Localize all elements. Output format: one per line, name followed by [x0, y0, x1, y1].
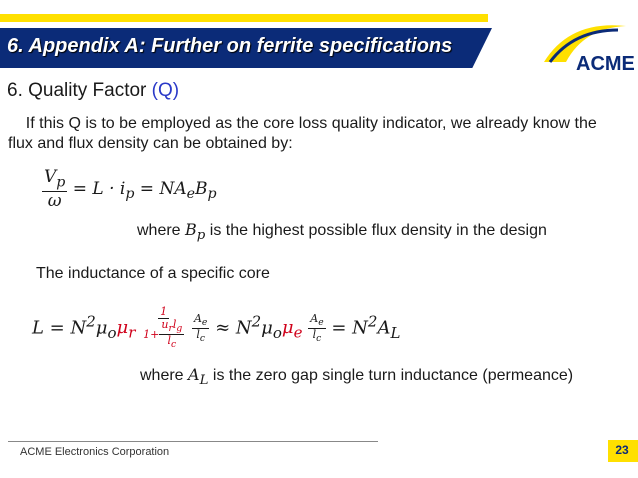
- bp-definition: where $B_p$ is the highest possible flux density in the design: [137, 220, 547, 244]
- inductance-label: The inductance of a specific core: [36, 265, 270, 282]
- gap-fraction: 1 1+ $\frac{u_rl_g}{l_c}$: [143, 305, 183, 351]
- ae-over-lc-1: $\frac{A_e}{l_c}$: [193, 311, 208, 344]
- section-heading: [7, 80, 179, 102]
- slide-title: 6. Appendix A: Further on ferrite specifications: [7, 35, 453, 57]
- footer-company: ACME Electronics Corporation: [20, 446, 170, 458]
- top-accent-bar: [0, 14, 488, 22]
- al-definition-post: is the zero gap single turn inductance (permeance): [208, 367, 574, 384]
- vp-over-omega: $\frac{V_p}{\omega}$: [44, 167, 66, 211]
- acme-logo: [540, 18, 634, 78]
- intro-paragraph-text: If this Q is to be employed as the core loss quality indicator, we already know the flux and flux density can be obtained by:: [8, 115, 597, 152]
- intro-paragraph: [8, 114, 608, 154]
- al-definition: where $A_L$ is the zero gap single turn inductance (permeance): [140, 365, 574, 389]
- logo-text: ACME: [576, 53, 634, 75]
- section-heading-text: 6. Quality Factor: [7, 80, 152, 101]
- footer-divider: [8, 441, 378, 442]
- al-definition-pre: where: [140, 367, 189, 384]
- ae-over-lc-2: $\frac{A_e}{l_c}$: [310, 311, 324, 344]
- inductance-equation: $L = N^2\mu_o\mu_r$ 1 1+ $\frac{u_rl_g}{l_c}$ $\frac{A_e}{l_c}$ ≈ $N^2\mu_o\mu_e$ $\frac{A_e}{l_c}$ = $N^2A_L$: [32, 305, 401, 351]
- flux-equation: $\frac{V_p}{\omega}$ = $L \cdot i_p = NA_eB_p$: [44, 167, 217, 211]
- section-heading-q: (Q): [151, 80, 180, 101]
- page-number: 23: [615, 443, 629, 457]
- bp-definition-pre: where: [137, 222, 186, 239]
- bp-definition-post: is the highest possible flux density in the design: [205, 222, 547, 239]
